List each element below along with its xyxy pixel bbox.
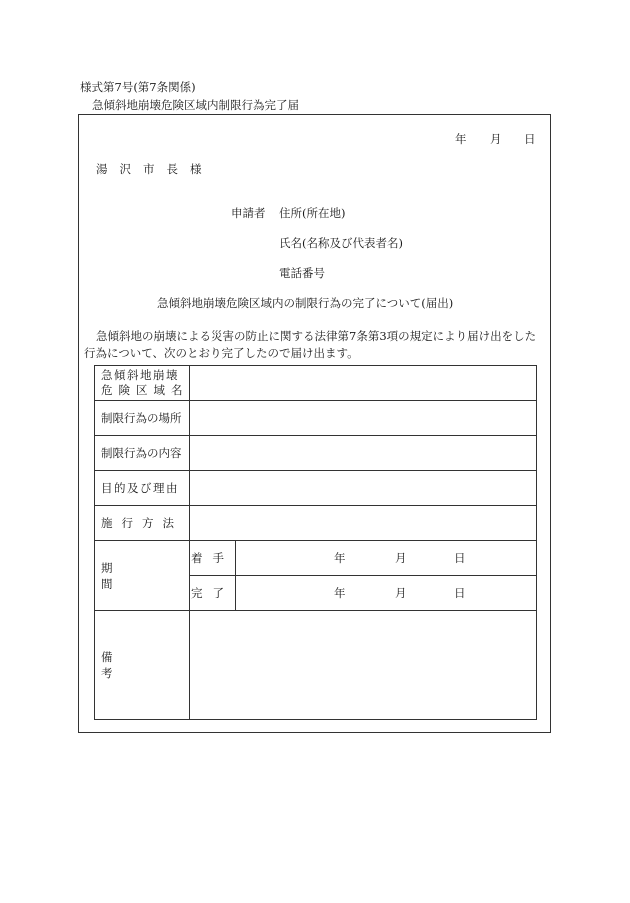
content-label: 制限行為の内容 (95, 436, 190, 471)
body-line-2: 行為について、次のとおり完了したので届け出ます。 (84, 346, 359, 360)
table-row (95, 541, 537, 576)
start-day: 日 (454, 551, 466, 565)
table-row (95, 471, 537, 506)
form-table (94, 365, 537, 720)
period-end-date[interactable] (236, 576, 537, 611)
form-number: 様式第7号(第7条関係) (80, 80, 196, 94)
period-start-label: 着手 (190, 541, 236, 576)
date-day: 日 (524, 132, 536, 146)
method-label: 施行方法 (95, 506, 190, 541)
remarks-field[interactable] (190, 611, 537, 720)
end-year: 年 (334, 586, 346, 600)
end-day: 日 (454, 586, 466, 600)
table-row (95, 611, 537, 720)
addressee: 湯沢市長様 (96, 162, 214, 176)
form-title: 急傾斜地崩壊危険区域内制限行為完了届 (92, 98, 299, 112)
purpose-field[interactable] (190, 471, 537, 506)
date-month: 月 (490, 132, 502, 146)
content-field[interactable] (190, 436, 537, 471)
subject-line: 急傾斜地崩壊危険区域内の制限行為の完了について(届出) (157, 296, 454, 310)
phone-label: 電話番号 (279, 266, 325, 280)
applicant-label: 申請者 (231, 206, 266, 220)
body-paragraph (84, 328, 548, 362)
purpose-label: 目的及び理由 (95, 471, 190, 506)
table-row (95, 401, 537, 436)
location-field[interactable] (190, 401, 537, 436)
period-end-label: 完了 (190, 576, 236, 611)
body-line-1: 急傾斜地の崩壊による災害の防止に関する法律第7条第3項の規定により届け出をした (96, 329, 537, 343)
start-year: 年 (334, 551, 346, 565)
start-month: 月 (395, 551, 407, 565)
period-label: 期間 (95, 541, 190, 611)
name-label: 氏名(名称及び代表者名) (279, 236, 403, 250)
date-year: 年 (455, 132, 467, 146)
location-label: 制限行為の場所 (95, 401, 190, 436)
end-month: 月 (395, 586, 407, 600)
remarks-label: 備考 (95, 611, 190, 720)
table-row (95, 436, 537, 471)
table-row (95, 506, 537, 541)
area-name-label: 急傾斜地崩壊 危険区域名 (95, 366, 190, 401)
table-row (95, 366, 537, 401)
address-label: 住所(所在地) (279, 206, 346, 220)
period-start-date[interactable] (236, 541, 537, 576)
method-field[interactable] (190, 506, 537, 541)
area-name-field[interactable] (190, 366, 537, 401)
